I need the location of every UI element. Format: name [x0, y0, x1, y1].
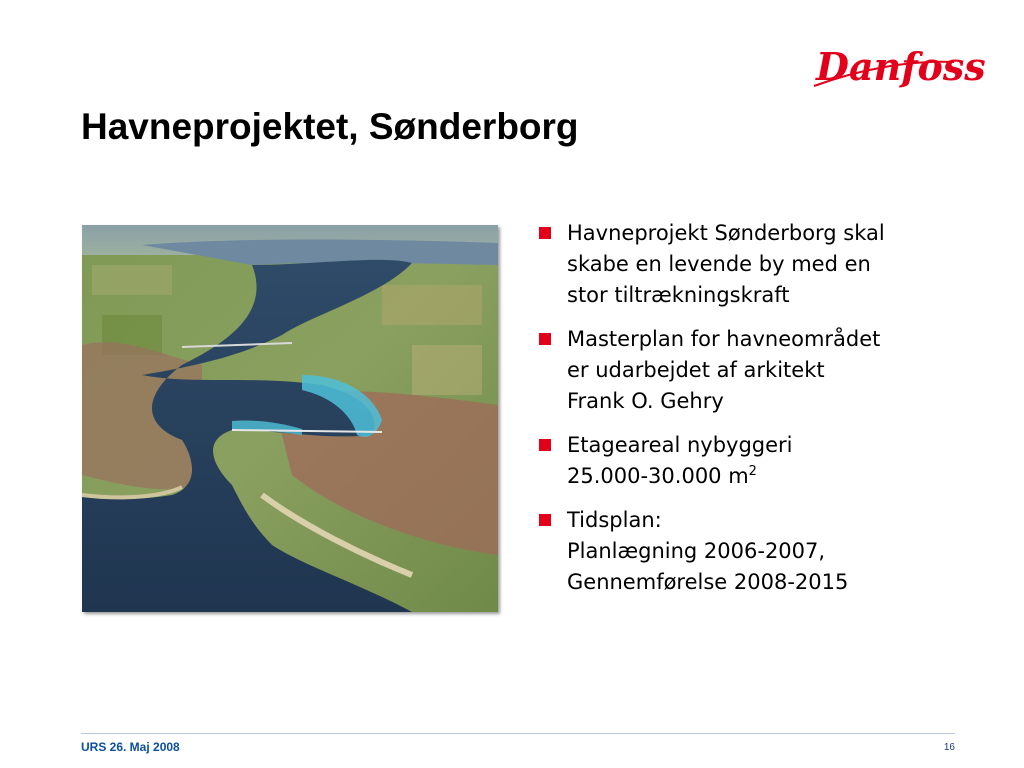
bullet-item — [538, 324, 978, 417]
page-number: 16 — [943, 742, 955, 753]
area-value: 25.000-30.000 m — [567, 464, 749, 488]
bullet-line: Tidsplan: — [567, 508, 662, 532]
bullet-line: Etageareal nybyggeri — [567, 433, 793, 457]
footer-divider — [81, 733, 955, 734]
red-square-bullet-icon — [539, 439, 551, 451]
bullet-line: Frank O. Gehry — [567, 389, 724, 413]
bullet-line: Masterplan for havneområdet — [567, 327, 881, 351]
bullet-line: Planlægning 2006-2007, — [567, 539, 826, 563]
bullet-item — [538, 218, 978, 311]
bullet-line: Gennemførelse 2008-2015 — [567, 570, 849, 594]
red-square-bullet-icon — [539, 227, 551, 239]
bullet-line: stor tiltrækningskraft — [567, 283, 790, 307]
area-unit-superscript: 2 — [748, 464, 757, 479]
bullet-line-with-superscript — [567, 461, 978, 492]
aerial-photo — [82, 225, 498, 612]
footer-date: URS 26. Maj 2008 — [81, 740, 180, 754]
svg-text:Danfoss: Danfoss — [816, 44, 986, 89]
bullet-list — [538, 218, 978, 611]
red-square-bullet-icon — [539, 333, 551, 345]
red-square-bullet-icon — [539, 514, 551, 526]
bullet-line: er udarbejdet af arkitekt — [567, 358, 825, 382]
danfoss-logo — [808, 40, 986, 98]
slide-title: Havneprojektet, Sønderborg — [81, 106, 579, 147]
bullet-item — [538, 430, 978, 492]
bullet-item — [538, 505, 978, 598]
bullet-line: Havneprojekt Sønderborg skal — [567, 221, 885, 245]
bullet-line: skabe en levende by med en — [567, 252, 871, 276]
